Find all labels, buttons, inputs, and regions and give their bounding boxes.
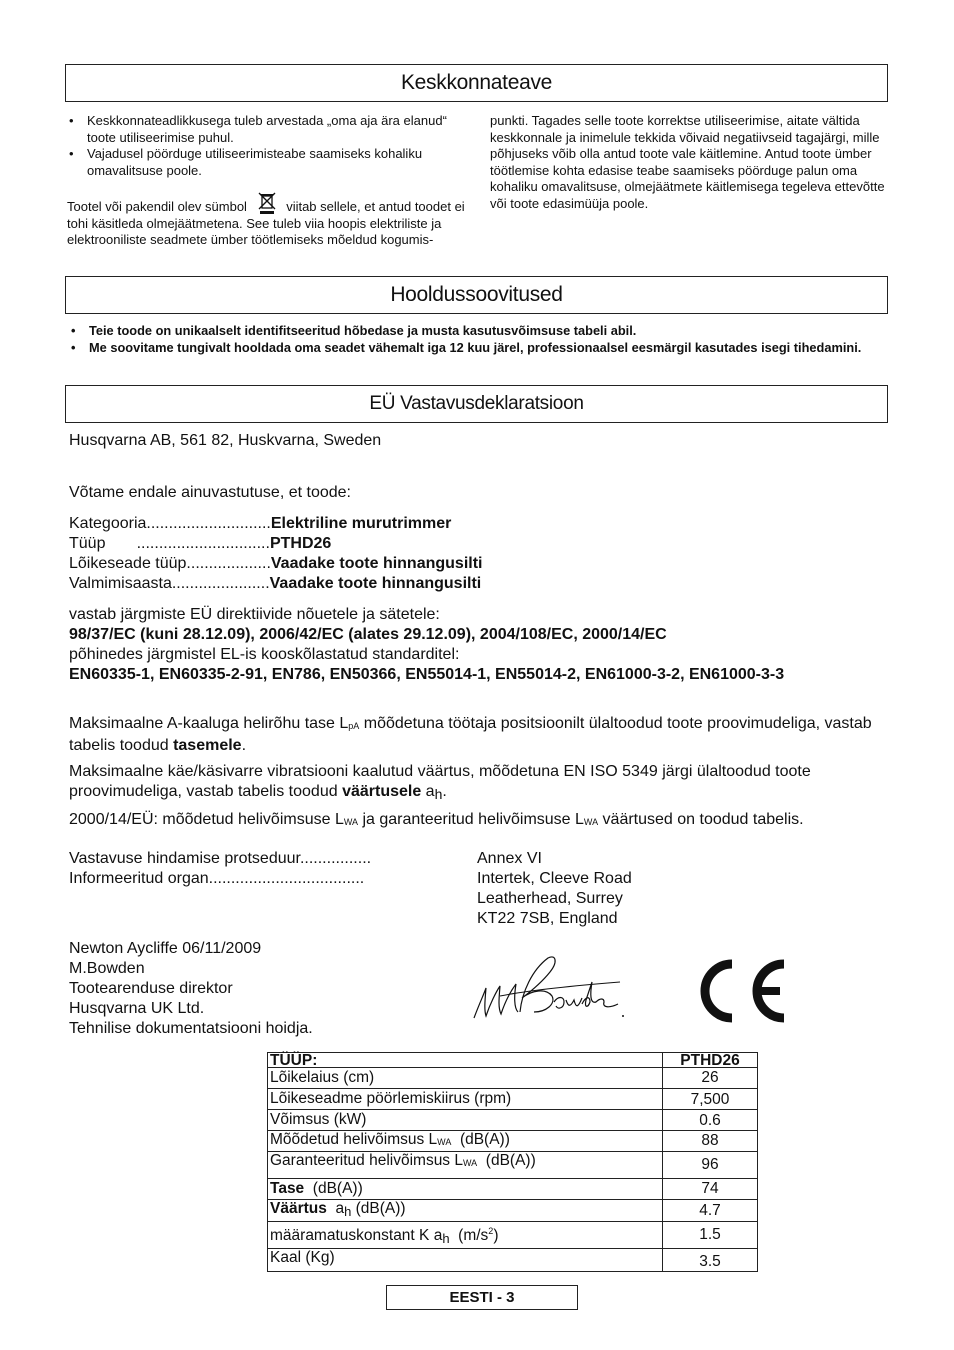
noise-statement: Maksimaalne A-kaaluga helirõhu tase $L_{pA}$ mõõdetuna töötaja positsioonilt ülaltoodud toote proovimudeliga, vastab tabelis toodud tasemele. [69,715,872,754]
handwritten-signature [470,952,630,1024]
signatory-line: Tehnilise dokumentatsiooni hoidja. [69,1020,313,1037]
table-header-label: TÜÜP: [268,1053,663,1068]
row-label: Võimsus (kW) [268,1110,663,1131]
row-label-a: a [326,1200,345,1217]
field-value: Vaadake toote hinnangusilti [269,575,482,592]
vibration-text: Maksimaalne käe/käsivarre vibratsiooni kaalutud väärtus, mõõdetuna EN ISO 5349 järgi ülaltoodud toote proovimudeliga, vastab tabelis toodud [69,763,811,800]
service-bullet-1: • Teie toode on unikaalselt identifitseeritud hõbedase ja musta kasutusvõimsuse tabeli abil. [69,323,879,340]
noise-text-b: mõõdetuna töötaja positsioonilt ülaltoodud toote proovimudeliga, vastab tabelis toodud [69,715,872,754]
field-label: Kategooria............................ [69,515,271,532]
directive-sub-2: WA [583,817,599,827]
row-value: 0.6 [663,1110,758,1131]
assessment-label: Vastavuse hindamise protseduur................ [69,850,372,867]
table-row [268,1131,758,1152]
signatory-line: Tootearenduse direktor [69,980,233,997]
wheelie-bin-crossed-icon [255,191,279,211]
table-row [268,1152,758,1179]
row-value: 88 [663,1131,758,1152]
row-value: 74 [663,1179,758,1200]
table-row [268,1179,758,1200]
env-right-column: punkti. Tagades selle toote korrektse utiliseerimise, aitate vältida keskkonnale ja inimelule tekkida võivaid negatiivseid tagajärgi, mille põhjuseks võib olla antud toote vale käitlemine. Antud toote ümber töötlemise kohta edasise teabe saamiseks pöörduge palun oma kohaliku omavalitsuse, olmejäätmete käitlemisega tegeleva ettevõtte või toote edasimüüja poole. [490,113,885,211]
table-row [268,1089,758,1110]
row-label: Kaal (Kg) [268,1249,663,1272]
row-label-bold: Väärtus [270,1200,327,1217]
env-bullet-1: • Keskkonnateadlikkusega tuleb arvestada „oma aja ära elanud“ toote utiliseerimise puhul. [67,113,467,146]
table-header-value: PTHD26 [663,1053,758,1068]
spec-table [267,1052,758,1272]
row-label-text: Garanteeritud helivõimsus L [270,1152,463,1169]
declaration-intro: Võtame endale ainuvastutuse, et toode: [69,484,351,501]
row-label-unit: (m/s [449,1227,489,1245]
vibration-bold: väärtusele [342,783,422,800]
assessment-value: Annex VI [477,850,542,867]
directive-statement [69,810,879,832]
row-value: 7,500 [663,1089,758,1110]
field-year [69,574,481,594]
row-value: 3.5 [663,1249,758,1272]
table-header-row [268,1053,758,1068]
row-label [268,1131,663,1152]
notified-body-value [477,869,632,929]
section-title-declaration: EÜ Vastavusdeklaratsioon [65,385,888,423]
ce-mark-icon [692,958,788,1024]
row-label: Lõikeseadme pöörlemiskiirus (rpm) [268,1089,663,1110]
signatory-line: M.Bowden [69,960,145,977]
directive-sub-1: WA [343,817,359,827]
row-value: 96 [663,1152,758,1179]
row-label-h: h [442,1231,450,1247]
field-category [69,514,451,534]
row-label [268,1222,663,1249]
field-label: Lõikeseade tüüp................... [69,555,271,572]
notified-body-label: Informeeritud organ................................... [69,870,365,887]
signatory-line: Husqvarna UK Ltd. [69,1000,205,1017]
field-value: PTHD26 [269,535,332,552]
table-row [268,1068,758,1089]
directives-list: 98/37/EC (kuni 28.12.09), 2006/42/EC (alates 29.12.09), 2004/108/EC, 2000/14/EC [69,626,667,643]
field-label: Valmimisaasta...................... [69,575,270,592]
field-type [69,534,331,554]
directive-text-c: väärtused on toodud tabelis. [598,811,804,828]
table-row [268,1200,758,1222]
row-label-text: määramatuskonstant K a [270,1227,443,1245]
page-footer: EESTI - 3 [386,1285,578,1310]
vibration-statement: Maksimaalne käe/käsivarre vibratsiooni kaalutud väärtus, mõõdetuna EN ISO 5349 järgi ülaltoodud toote proovimudeliga, vastab tabelis toodud väärtusele $a_h$. [69,763,811,802]
service-bullet-2: • Me soovitame tungivalt hooldada oma seadet vähemalt iga 12 kuu järel, professionaalsel eesmärgil kasutades isegi tihedamini. [69,340,879,357]
table-row [268,1110,758,1131]
table-row [268,1249,758,1272]
row-value: 26 [663,1068,758,1089]
noise-text-a: Maksimaalne A-kaaluga helirõhu tase L [69,715,349,732]
row-label [268,1200,663,1222]
section-title-environment: Keskkonnateave [65,64,888,102]
row-label-unit: (dB(A)) [477,1152,536,1169]
row-value: 4.7 [663,1200,758,1222]
row-label-bold: Tase [270,1180,305,1197]
row-label-unit: (dB(A)) [451,1131,510,1148]
vibration-a: a [421,783,435,800]
signatory-block [69,939,313,1039]
notified-body-line: Leatherhead, Surrey [477,890,623,907]
table-row [268,1222,758,1249]
directive-text-b: ja garanteeritud helivõimsuse L [358,811,584,828]
field-value: Elektriline murutrimmer [270,515,452,532]
noise-bold: tasemele [173,737,242,754]
env-paragraph-a: Tootel või pakendil olev sümbol [67,199,247,214]
service-bullets [69,323,879,356]
env-bullet-2: • Vajadusel pöörduge utiliseerimisteabe saamiseks kohaliku omavalitsuse poole. [67,146,467,179]
vibration-h: h [434,786,443,802]
notified-body-line: Intertek, Cleeve Road [477,870,632,887]
noise-subscript: pA [348,721,360,731]
row-value: 1.5 [663,1222,758,1249]
row-label-unit: (dB(A)) [351,1200,406,1217]
env-left-column [67,113,467,249]
row-label-sup: 2 [488,1226,494,1236]
row-label-close: ) [493,1227,499,1245]
row-label-sub: WA [437,1137,452,1147]
row-label [268,1179,663,1200]
field-value: Vaadake toote hinnangusilti [270,555,483,572]
row-label-unit: (dB(A)) [304,1180,363,1197]
env-paragraph-b: viitab sellele, et antud toodet ei tohi käsitleda olmejäätmetena. See tuleb viia hoopis elektriliste ja elektrooniliste seadmete ümber töötlemiseks mõeldud kogumis- [67,199,465,247]
row-label-text: Mõõdetud helivõimsus L [270,1131,438,1148]
manufacturer-address: Husqvarna AB, 561 82, Huskvarna, Sweden [69,432,382,449]
row-label [268,1152,663,1179]
section-title-service: Hooldussoovitused [65,276,888,314]
directive-text-a: 2000/14/EÜ: mõõdetud helivõimsuse L [69,811,344,828]
standards-list: EN60335-1, EN60335-2-91, EN786, EN50366, EN55014-1, EN55014-2, EN61000-3-2, EN61000-3-3 [69,666,785,683]
row-label-sub: WA [463,1158,478,1168]
row-label: Lõikelaius (cm) [268,1068,663,1089]
field-label: Tüüp .............................. [69,535,270,552]
row-label-h: h [344,1204,352,1219]
standards-intro: põhinedes järgmistel EL-is kooskõlastatud standarditel: [69,646,460,663]
env-paragraph [67,191,467,249]
signatory-line: Newton Aycliffe 06/11/2009 [69,940,262,957]
complies-text: vastab järgmiste EÜ direktiivide nõuetele ja sätetele: [69,606,440,623]
notified-body-line: KT22 7SB, England [477,910,618,927]
field-cutter-type [69,554,482,574]
